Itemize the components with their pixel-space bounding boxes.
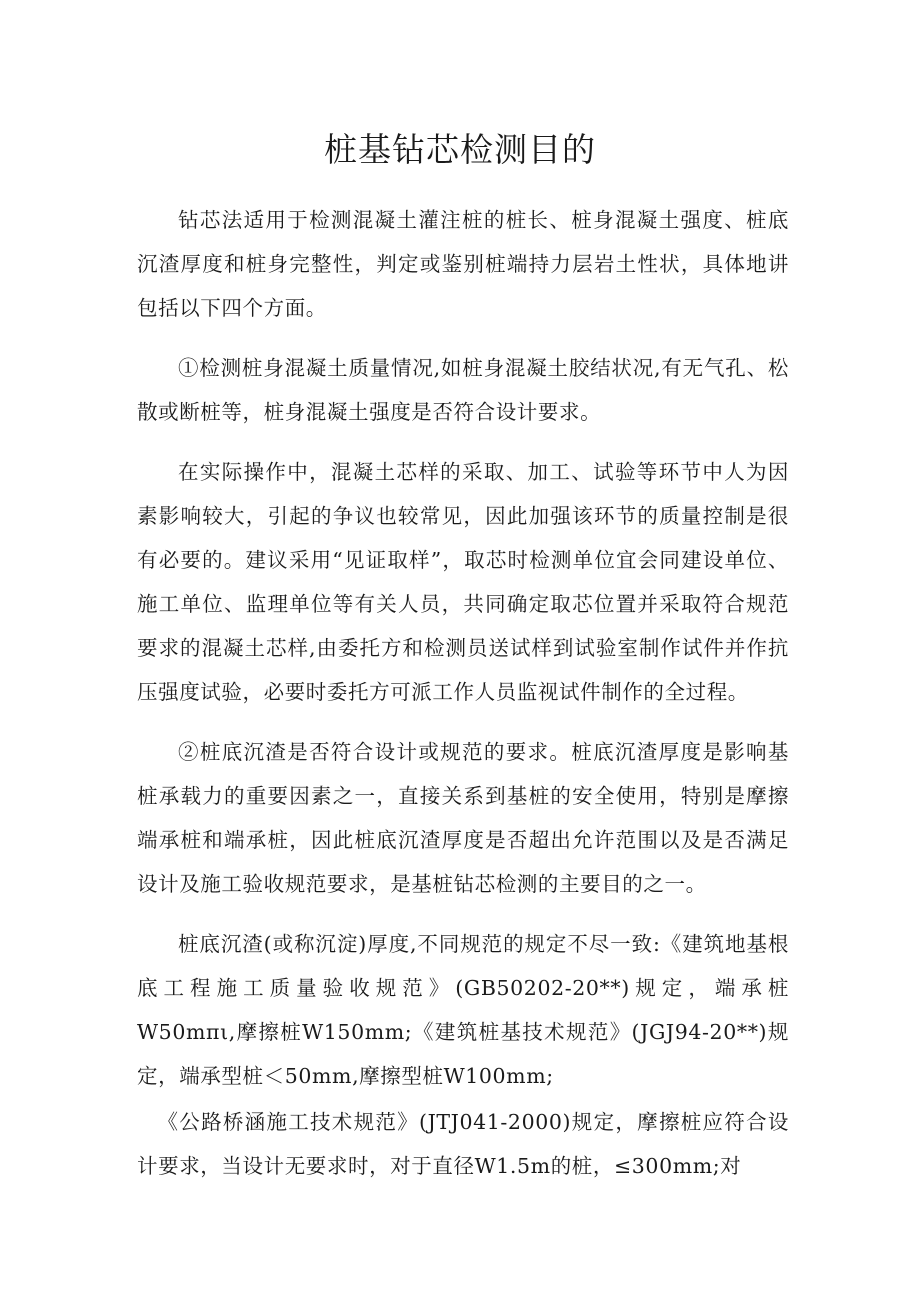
- paragraph-item-2: ②桩底沉渣是否符合设计或规范的要求。桩底沉渣厚度是影响基桩承载力的重要因素之一，直接关系到基桩的安全使用，特别是摩擦端承桩和端承桩，因此桩底沉渣厚度是否超出允许范围以及是否满足设计及施工验收规范要求，是基桩钻芯检测的主要目的之一。: [137, 740, 789, 896]
- paragraph-sediment-specs: 桩底沉渣(或称沉淀)厚度,不同规范的规定不尽一致:《建筑地基根底工程施工质量验收规范》(GB50202-20**)规定，端承桩W50mπι,摩擦桩W150mm;《建筑桩基技术规范》(JGJ94-20**)规定，端承型桩＜50mm,摩擦型桩W100mm;: [137, 932, 789, 1088]
- document-body: [137, 198, 789, 1204]
- paragraph-highway-spec: 《公路桥涵施工技术规范》(JTJ041-2000)规定，摩擦桩应符合设计要求，当设计无要求时，对于直径W1.5m的桩，≤300mm;对: [137, 1110, 789, 1178]
- document-title: 桩基钻芯检测目的: [324, 130, 596, 169]
- paragraph-practice: 在实际操作中，混凝土芯样的采取、加工、试验等环节中人为因素影响较大，引起的争议也较常见，因此加强该环节的质量控制是很有必要的。建议采用“见证取样”，取芯时检测单位宜会同建设单位、施工单位、监理单位等有关人员，共同确定取芯位置并采取符合规范要求的混凝土芯样,由委托方和检测员送试样到试验室制作试件并作抗压强度试验，必要时委托方可派工作人员监视试件制作的全过程。: [137, 460, 789, 704]
- paragraph-intro: 钻芯法适用于检测混凝土灌注桩的桩长、桩身混凝土强度、桩底沉渣厚度和桩身完整性，判定或鉴别桩端持力层岩土性状，具体地讲包括以下四个方面。: [137, 208, 789, 320]
- paragraph-item-1: ①检测桩身混凝土质量情况,如桩身混凝土胶结状况,有无气孔、松散或断桩等，桩身混凝土强度是否符合设计要求。: [137, 356, 789, 424]
